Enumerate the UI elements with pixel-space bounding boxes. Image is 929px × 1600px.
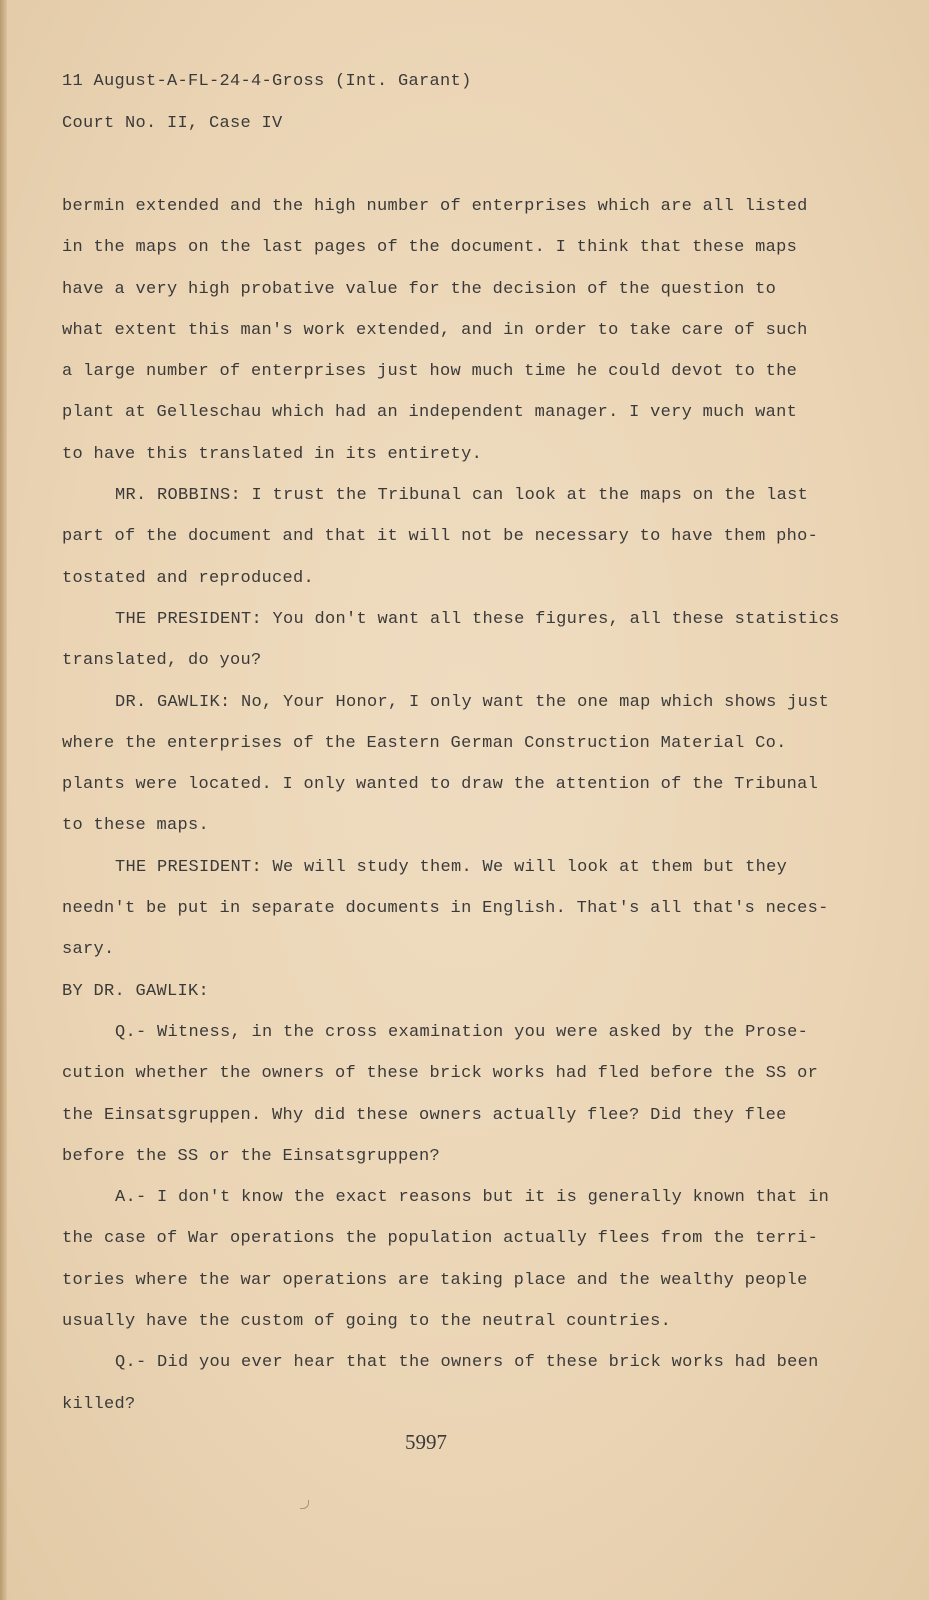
transcript-line: to these maps.: [62, 816, 210, 836]
transcript-line: what extent this man's work extended, and in order to take care of such: [62, 320, 808, 340]
transcript-line: before the SS or the Einsatsgruppen?: [62, 1146, 441, 1166]
transcript-line: needn't be put in separate documents in English. That's all that's neces-: [62, 899, 829, 919]
transcript-line: Q.- Witness, in the cross examination you were asked by the Prose-: [115, 1022, 809, 1042]
transcript-line: plant at Gelleschau which had an independent manager. I very much want: [62, 403, 798, 423]
transcript-line: MR. ROBBINS: I trust the Tribunal can look at the maps on the last: [115, 486, 809, 506]
transcript-line: to have this translated in its entirety.: [62, 444, 483, 464]
transcript-line: have a very high probative value for the decision of the question to: [62, 279, 777, 299]
transcript-line: A.- I don't know the exact reasons but it is generally known that in: [115, 1188, 830, 1208]
transcript-line: BY DR. GAWLIK:: [62, 981, 210, 1001]
transcript-line: part of the document and that it will not be necessary to have them pho-: [62, 527, 819, 547]
transcript-line: the Einsatsgruppen. Why did these owners actually flee? Did they flee: [62, 1105, 787, 1125]
transcript-line: translated, do you?: [62, 651, 262, 671]
transcript-line: the case of War operations the population actually flees from the terri-: [62, 1229, 819, 1249]
transcript-line: cution whether the owners of these brick works had fled before the SS or: [62, 1064, 819, 1084]
paper-edge: [0, 0, 7, 1600]
transcript-line: bermin extended and the high number of enterprises which are all listed: [62, 197, 808, 216]
court-case-label: Court No. II, Case IV: [62, 114, 283, 133]
transcript-line: tostated and reproduced.: [62, 568, 315, 588]
transcript-line: usually have the custom of going to the neutral countries.: [62, 1312, 672, 1332]
transcript-line: a large number of enterprises just how much time he could devot to the: [62, 362, 798, 382]
transcript-line: killed?: [62, 1394, 136, 1414]
page-number: 5997: [405, 1430, 447, 1454]
transcript-line: plants were located. I only wanted to draw the attention of the Tribunal: [62, 775, 819, 795]
transcript-line: THE PRESIDENT: You don't want all these figures, all these statistics: [115, 609, 840, 629]
transcript-line: Q.- Did you ever hear that the owners of these brick works had been: [115, 1353, 819, 1373]
transcript-line: DR. GAWLIK: No, Your Honor, I only want the one map which shows just: [115, 692, 830, 712]
document-reference: 11 August-A-FL-24-4-Gross (Int. Garant): [62, 72, 472, 91]
transcript-line: in the maps on the last pages of the document. I think that these maps: [62, 238, 798, 258]
transcript-line: where the enterprises of the Eastern German Construction Material Co.: [62, 733, 787, 753]
transcript-line: sary.: [62, 940, 115, 960]
transcript-line: THE PRESIDENT: We will study them. We will look at them but they: [115, 857, 788, 877]
transcript-body: [62, 196, 842, 1435]
ink-mark: [300, 1500, 309, 1509]
transcript-line: tories where the war operations are taking place and the wealthy people: [62, 1270, 808, 1290]
